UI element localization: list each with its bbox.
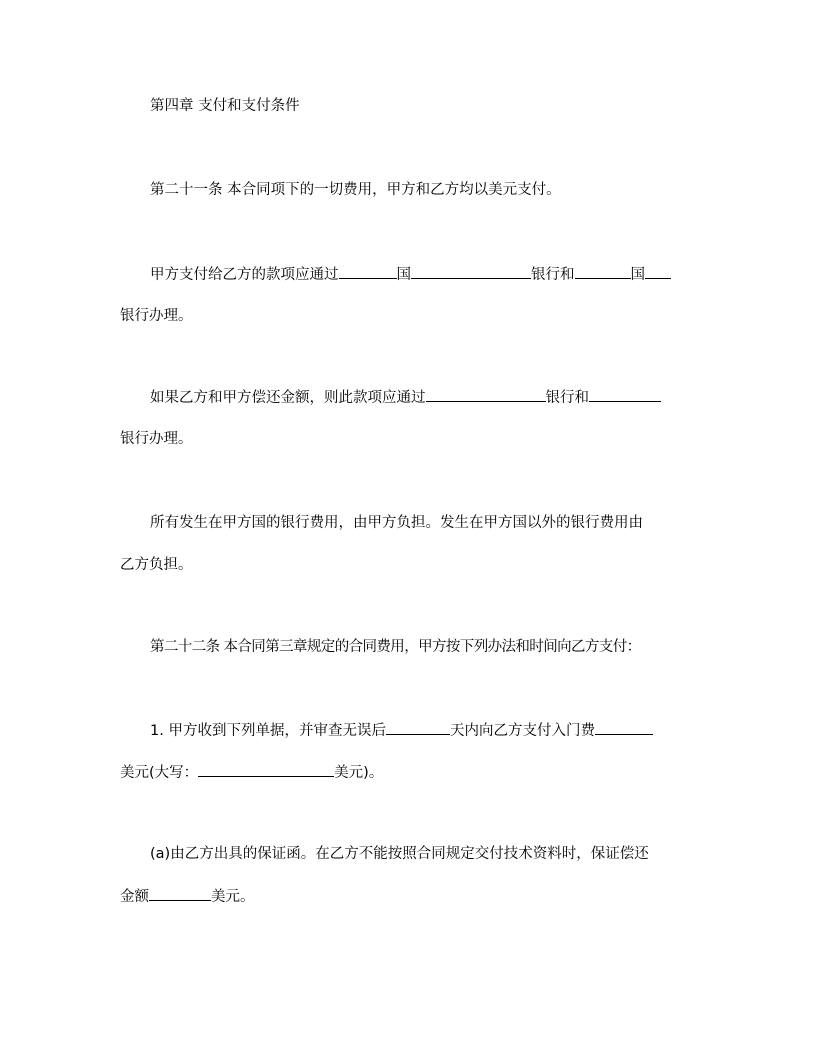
blank-line <box>411 264 531 279</box>
blank-line <box>645 264 671 279</box>
refund-bank-paragraph-cont: 银行办理。 <box>120 431 193 447</box>
text-segment: 1. 甲方收到下列单据，并审查无误后 <box>150 723 386 739</box>
blank-line <box>198 762 334 777</box>
blank-line <box>426 387 546 402</box>
text-segment: 银行和 <box>531 267 575 283</box>
text-segment: 银行和 <box>545 390 589 406</box>
article-22: 第二十二条 本合同第三章规定的合同费用，甲方按下列办法和时间向乙方支付： <box>150 639 641 655</box>
item-1-paragraph-cont <box>120 762 698 783</box>
blank-line <box>149 886 211 901</box>
refund-bank-paragraph <box>120 387 698 408</box>
text-segment: 美元(大写： <box>120 765 199 781</box>
blank-line <box>595 720 653 735</box>
item-1-paragraph <box>120 720 698 741</box>
text-segment: 国 <box>396 267 411 283</box>
text-segment: 如果乙方和甲方偿还金额，则此款项应通过 <box>150 390 426 406</box>
bank-fees-paragraph-cont: 乙方负担。 <box>120 557 193 573</box>
bank-fees-paragraph: 所有发生在甲方国的银行费用，由甲方负担。发生在甲方国以外的银行费用由 <box>150 515 643 531</box>
item-a-paragraph-cont <box>120 886 698 907</box>
blank-line <box>589 387 661 402</box>
text-segment: 天内向乙方支付入门费 <box>449 723 595 739</box>
text-segment: 甲方支付给乙方的款项应通过 <box>150 267 339 283</box>
text-segment: 美元)。 <box>334 765 384 781</box>
blank-line <box>339 264 397 279</box>
payment-bank-paragraph <box>120 264 698 285</box>
chapter-heading: 第四章 支付和支付条件 <box>150 98 300 114</box>
payment-bank-paragraph-cont: 银行办理。 <box>120 308 193 324</box>
text-segment: 国 <box>630 267 645 283</box>
item-a-paragraph: (a)由乙方出具的保证函。在乙方不能按照合同规定交付技术资料时，保证偿还 <box>150 846 649 862</box>
article-21: 第二十一条 本合同项下的一切费用，甲方和乙方均以美元支付。 <box>150 182 561 198</box>
blank-line <box>575 264 631 279</box>
blank-line <box>386 720 450 735</box>
text-segment: 金额 <box>120 889 149 905</box>
text-segment: 美元。 <box>211 889 255 905</box>
